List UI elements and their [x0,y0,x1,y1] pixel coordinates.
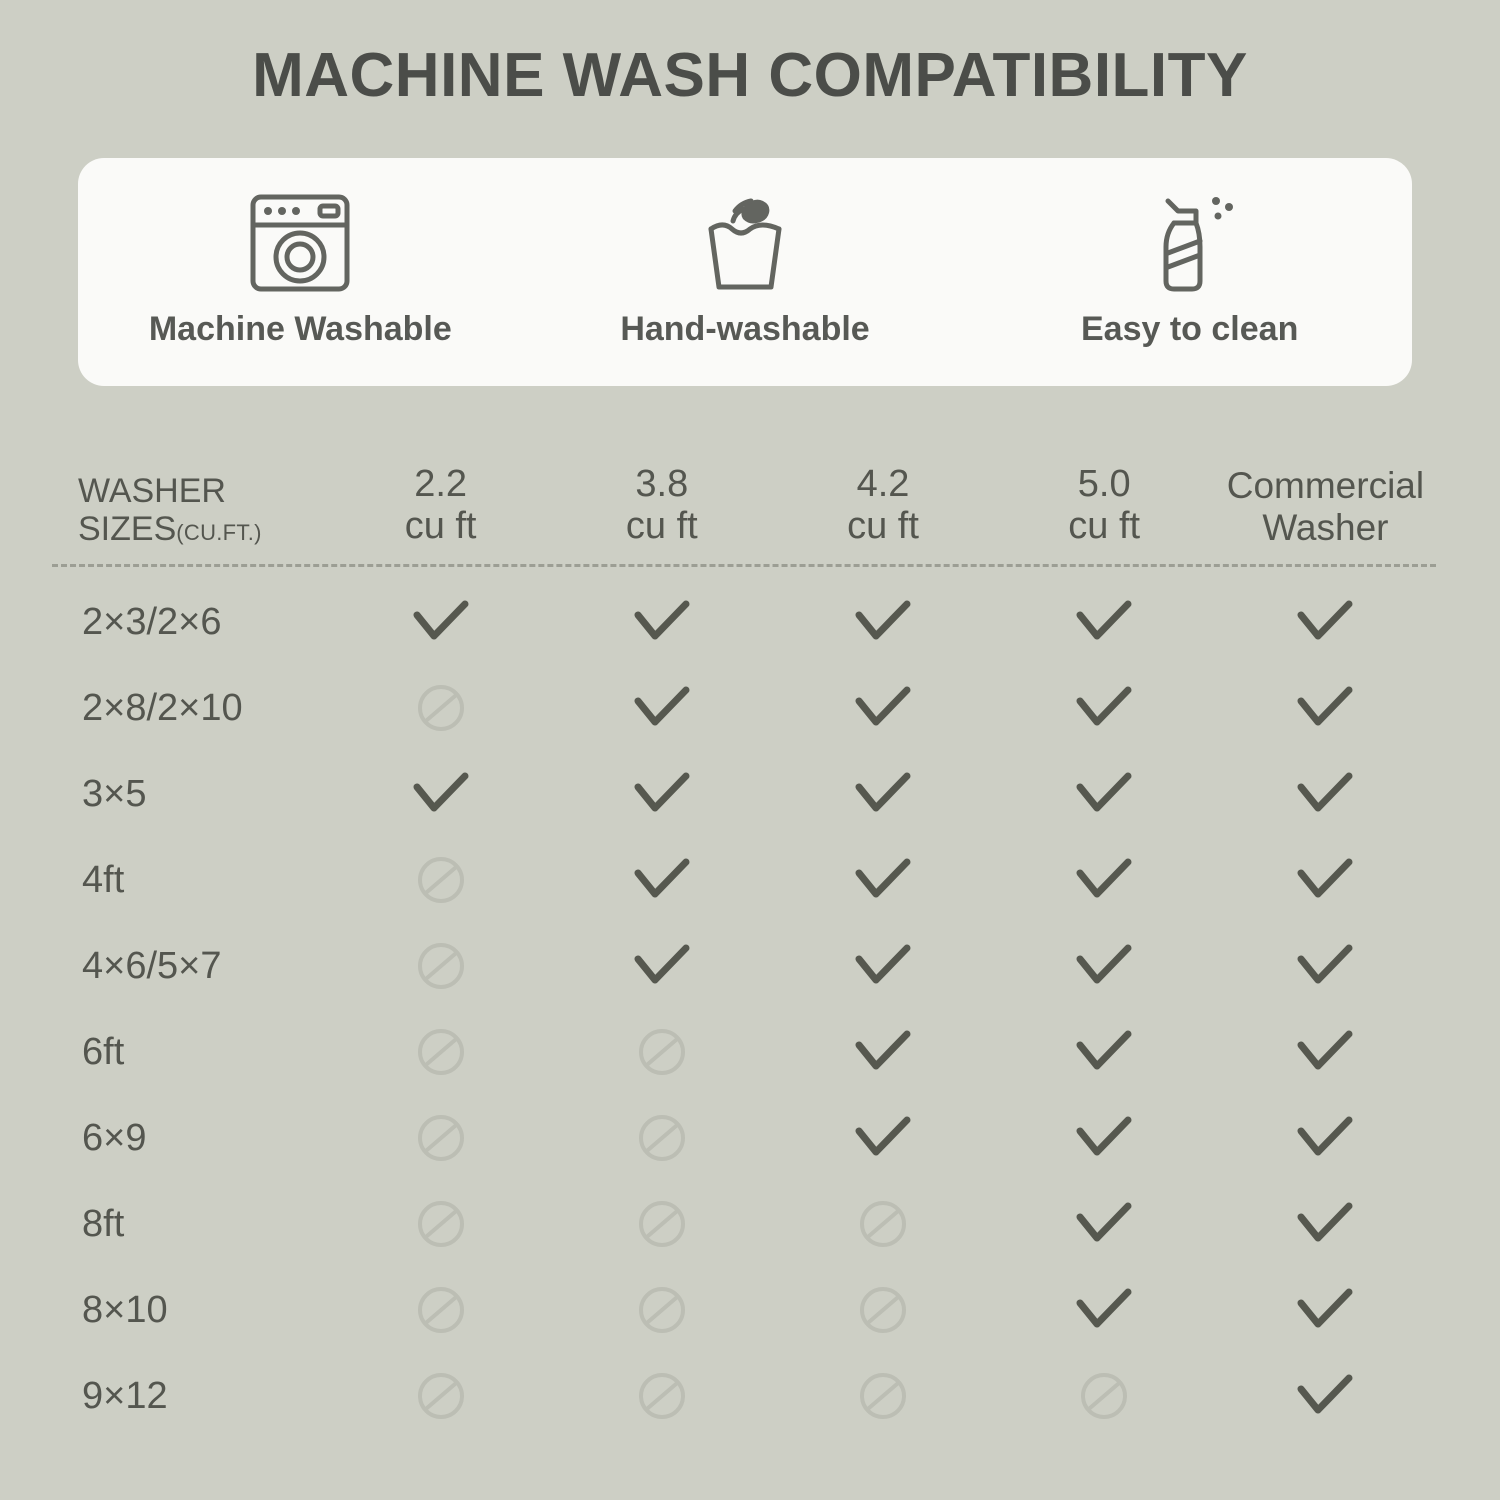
column-header-5 [1215,465,1436,548]
cell-compatible [1215,1353,1436,1439]
feature-label: Machine Washable [148,310,452,348]
column-value: 3.8 [635,462,689,505]
table-row [52,1267,1436,1353]
not-allowed-icon [858,1371,908,1421]
corner-label-sub: (CU.FT.) [176,519,262,545]
column-value: 5.0 [1077,462,1131,505]
cell-compatible [1215,923,1436,1009]
compatibility-table [52,418,1436,1439]
cell-compatible [994,1181,1215,1267]
cell-compatible [1215,1009,1436,1095]
header-divider [52,564,1436,567]
cell-compatible [994,1009,1215,1095]
not-allowed-icon [1079,1371,1129,1421]
not-allowed-icon [416,855,466,905]
check-mark-icon [853,771,913,817]
not-allowed-icon [416,1027,466,1077]
table-row [52,751,1436,837]
table-row [52,665,1436,751]
row-label: 4ft [82,858,125,901]
cell-incompatible [994,1353,1215,1439]
cell-compatible [1215,665,1436,751]
cell-compatible [994,923,1215,1009]
cell-incompatible [330,837,551,923]
not-allowed-icon [416,941,466,991]
cell-compatible [994,579,1215,665]
cell-compatible [551,751,772,837]
check-mark-icon [1295,1287,1355,1333]
check-mark-icon [1074,771,1134,817]
check-mark-icon [853,1115,913,1161]
cell-compatible [772,579,993,665]
row-label: 9×12 [82,1374,168,1417]
column-header-2 [551,463,772,548]
table-row [52,1181,1436,1267]
cell-incompatible [551,1095,772,1181]
cell-incompatible [551,1353,772,1439]
row-label: 4×6/5×7 [82,944,222,987]
cell-compatible [772,751,993,837]
cell-incompatible [551,1267,772,1353]
not-allowed-icon [637,1199,687,1249]
column-unit: cu ft [625,505,698,548]
row-label: 6ft [82,1030,125,1073]
cell-compatible [772,1095,993,1181]
not-allowed-icon [416,1371,466,1421]
cell-compatible [551,665,772,751]
table-row [52,1009,1436,1095]
row-label: 6×9 [82,1116,147,1159]
check-mark-icon [853,857,913,903]
not-allowed-icon [858,1199,908,1249]
check-mark-icon [632,685,692,731]
check-mark-icon [853,685,913,731]
cell-incompatible [772,1181,993,1267]
not-allowed-icon [637,1027,687,1077]
not-allowed-icon [416,1113,466,1163]
check-mark-icon [1074,1029,1134,1075]
cell-incompatible [330,923,551,1009]
table-body [52,579,1436,1439]
check-mark-icon [1074,599,1134,645]
check-mark-icon [1295,599,1355,645]
feature-label: Easy to clean [1081,310,1299,348]
corner-label-main: WASHER SIZES [78,471,226,548]
not-allowed-icon [416,683,466,733]
feature-hand-washable [523,158,968,386]
not-allowed-icon [416,1285,466,1335]
feature-card [78,158,1412,386]
column-header-4 [994,463,1215,548]
column-value: Commercial [1226,465,1425,507]
cell-compatible [330,579,551,665]
check-mark-icon [1295,943,1355,989]
check-mark-icon [1295,1115,1355,1161]
check-mark-icon [1074,1287,1134,1333]
hand-wash-bucket-icon [685,184,805,302]
check-mark-icon [411,771,471,817]
feature-machine-washable [78,158,523,386]
check-mark-icon [411,599,471,645]
check-mark-icon [1295,771,1355,817]
row-label: 3×5 [82,772,147,815]
cell-compatible [551,923,772,1009]
column-unit: cu ft [847,505,919,548]
cell-compatible [1215,837,1436,923]
cell-compatible [994,751,1215,837]
not-allowed-icon [416,1199,466,1249]
cell-compatible [1215,1095,1436,1181]
check-mark-icon [1074,685,1134,731]
cell-compatible [551,579,772,665]
spray-bottle-icon [1130,184,1250,302]
not-allowed-icon [858,1285,908,1335]
cell-incompatible [551,1009,772,1095]
check-mark-icon [853,943,913,989]
cell-incompatible [772,1267,993,1353]
table-row [52,1353,1436,1439]
check-mark-icon [632,943,692,989]
column-unit: cu ft [1068,505,1141,548]
column-header-3 [772,463,993,548]
check-mark-icon [1074,1201,1134,1247]
table-row [52,579,1436,665]
row-label: 8ft [82,1202,125,1245]
check-mark-icon [1074,857,1134,903]
corner-label [52,472,330,548]
table-header-row [52,418,1436,548]
column-value: 4.2 [856,462,910,505]
cell-compatible [994,837,1215,923]
table-row [52,837,1436,923]
check-mark-icon [1295,1201,1355,1247]
not-allowed-icon [637,1285,687,1335]
cell-incompatible [330,1353,551,1439]
cell-compatible [1215,1267,1436,1353]
table-row [52,1095,1436,1181]
cell-compatible [994,1267,1215,1353]
row-label: 8×10 [82,1288,168,1331]
cell-incompatible [330,1009,551,1095]
cell-compatible [1215,1181,1436,1267]
washing-machine-icon [240,184,360,302]
cell-incompatible [330,1267,551,1353]
cell-incompatible [551,1181,772,1267]
check-mark-icon [1295,685,1355,731]
cell-incompatible [772,1353,993,1439]
check-mark-icon [1074,1115,1134,1161]
row-label: 2×3/2×6 [82,600,222,643]
cell-compatible [1215,579,1436,665]
cell-compatible [551,837,772,923]
row-label: 2×8/2×10 [82,686,243,729]
check-mark-icon [853,1029,913,1075]
table-row [52,923,1436,1009]
cell-compatible [772,665,993,751]
cell-incompatible [330,665,551,751]
check-mark-icon [1074,943,1134,989]
cell-incompatible [330,1095,551,1181]
cell-compatible [994,665,1215,751]
column-header-1 [330,463,551,548]
check-mark-icon [1295,1373,1355,1419]
cell-compatible [772,837,993,923]
feature-label: Hand-washable [620,310,870,348]
cell-compatible [1215,751,1436,837]
cell-incompatible [330,1181,551,1267]
cell-compatible [330,751,551,837]
check-mark-icon [632,599,692,645]
check-mark-icon [632,771,692,817]
not-allowed-icon [637,1113,687,1163]
not-allowed-icon [637,1371,687,1421]
column-unit: Washer [1262,506,1389,548]
column-value: 2.2 [414,462,468,505]
check-mark-icon [853,599,913,645]
cell-compatible [772,1009,993,1095]
column-unit: cu ft [404,505,477,548]
page-title: MACHINE WASH COMPATIBILITY [252,41,1248,110]
cell-compatible [772,923,993,1009]
check-mark-icon [1295,857,1355,903]
cell-compatible [994,1095,1215,1181]
check-mark-icon [1295,1029,1355,1075]
check-mark-icon [632,857,692,903]
feature-easy-to-clean [967,158,1412,386]
